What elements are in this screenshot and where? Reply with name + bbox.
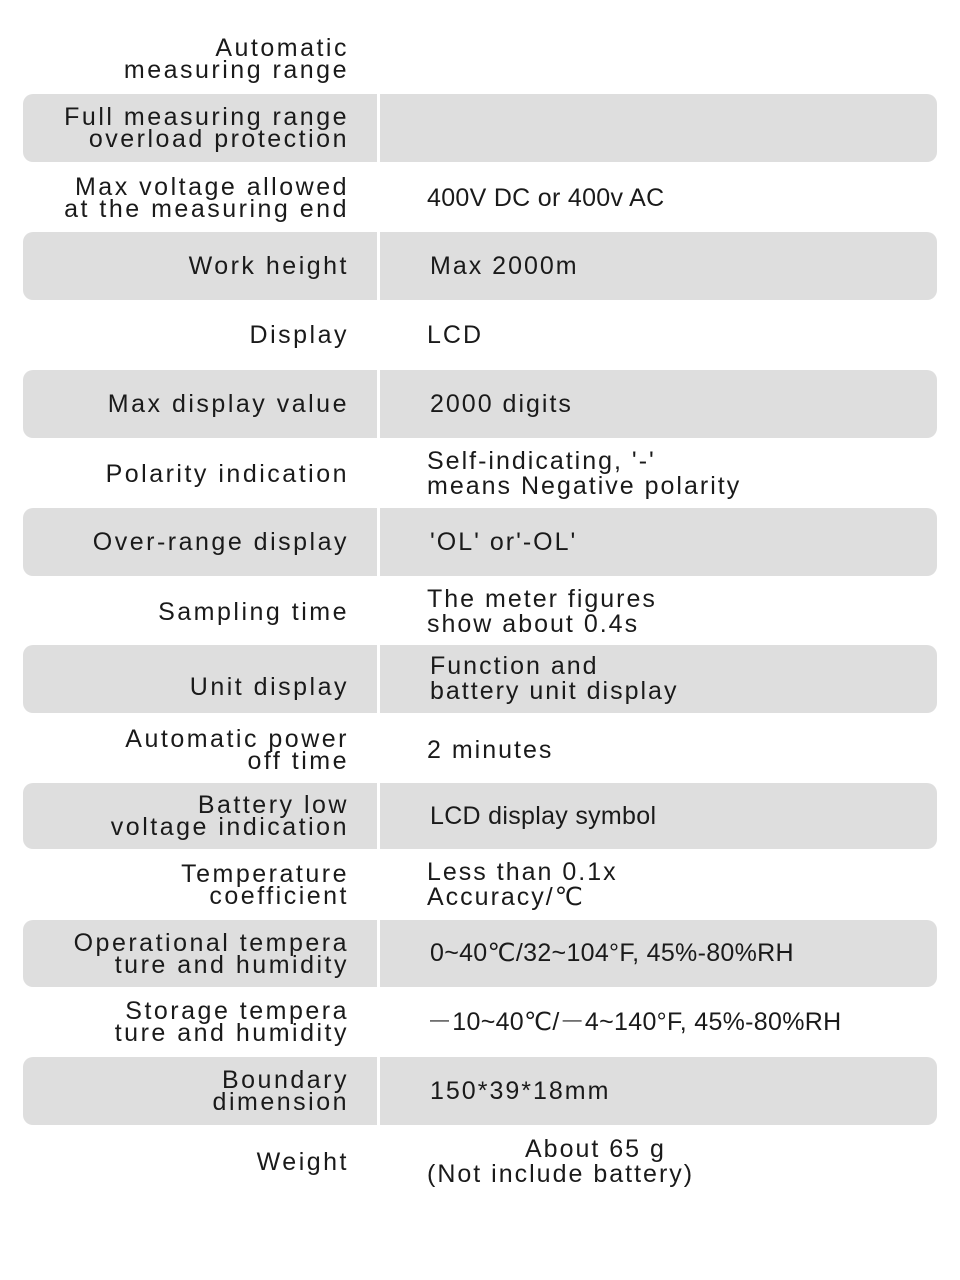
spec-label: Storage tempera ture and humidity — [114, 997, 349, 1047]
spec-value: Less than 0.1x Accuracy/℃ — [427, 858, 618, 911]
spec-row-measuring-range — [23, 28, 937, 90]
spec-value: 'OL' or'-OL' — [430, 527, 578, 556]
spec-label: Full measuring range overload protection — [23, 94, 380, 162]
spec-label: Polarity indication — [105, 460, 349, 488]
spec-row-overload-protection — [23, 94, 937, 162]
spec-row-display — [23, 302, 937, 368]
spec-row-weight — [23, 1128, 937, 1196]
spec-value — [380, 94, 937, 162]
spec-row-over-range — [23, 508, 937, 576]
spec-label: Boundary dimension — [23, 1057, 380, 1125]
spec-value: 2 minutes — [427, 735, 554, 764]
spec-row-battery-low — [23, 783, 937, 849]
spec-row-storage-temperature — [23, 992, 937, 1052]
spec-label: Automatic power off time — [125, 725, 349, 775]
spec-value: Function and battery unit display — [430, 652, 679, 705]
spec-label: Automatic measuring range — [123, 34, 349, 84]
spec-row-max-voltage — [23, 166, 937, 230]
spec-row-sampling-time — [23, 580, 937, 644]
spec-label: Sampling time — [158, 598, 349, 626]
spec-row-work-height — [23, 232, 937, 300]
spec-row-auto-power-off — [23, 718, 937, 782]
spec-label: Unit display — [23, 645, 380, 713]
spec-value: 150*39*18mm — [430, 1076, 611, 1105]
spec-value: 400V DC or 400v AC — [427, 183, 665, 212]
spec-row-temperature-coefficient — [23, 853, 937, 917]
spec-value: About 65 g (Not include battery) — [427, 1135, 695, 1188]
spec-value: 2000 digits — [430, 389, 573, 418]
spec-label: Max voltage allowed at the measuring end — [64, 173, 349, 223]
spec-value — [377, 28, 937, 90]
spec-label: Over-range display — [23, 508, 380, 576]
spec-value: Self-indicating, '-' means Negative polarity — [427, 447, 742, 500]
spec-label: Display — [249, 321, 349, 349]
spec-row-polarity — [23, 441, 937, 507]
spec-label: Work height — [23, 232, 380, 300]
spec-label: Max display value — [23, 370, 380, 438]
spec-value: Max 2000m — [430, 251, 579, 280]
spec-label: Weight — [256, 1148, 349, 1176]
spec-label: Battery low voltage indication — [23, 783, 380, 849]
spec-row-operational-temperature — [23, 920, 937, 987]
spec-value: 0~40℃/32~104°F, 45%-80%RH — [430, 939, 794, 967]
spec-value: －10~40℃/－4~140°F, 45%-80%RH — [427, 1007, 842, 1036]
spec-value: The meter figures show about 0.4s — [427, 585, 657, 638]
spec-label: Operational tempera ture and humidity — [23, 920, 380, 987]
spec-label: Temperature coefficient — [181, 860, 349, 910]
spec-value: LCD — [427, 320, 484, 349]
spec-value: LCD display symbol — [430, 801, 657, 830]
spec-row-max-display-value — [23, 370, 937, 438]
spec-row-boundary-dimension — [23, 1057, 937, 1125]
spec-row-unit-display — [23, 645, 937, 713]
